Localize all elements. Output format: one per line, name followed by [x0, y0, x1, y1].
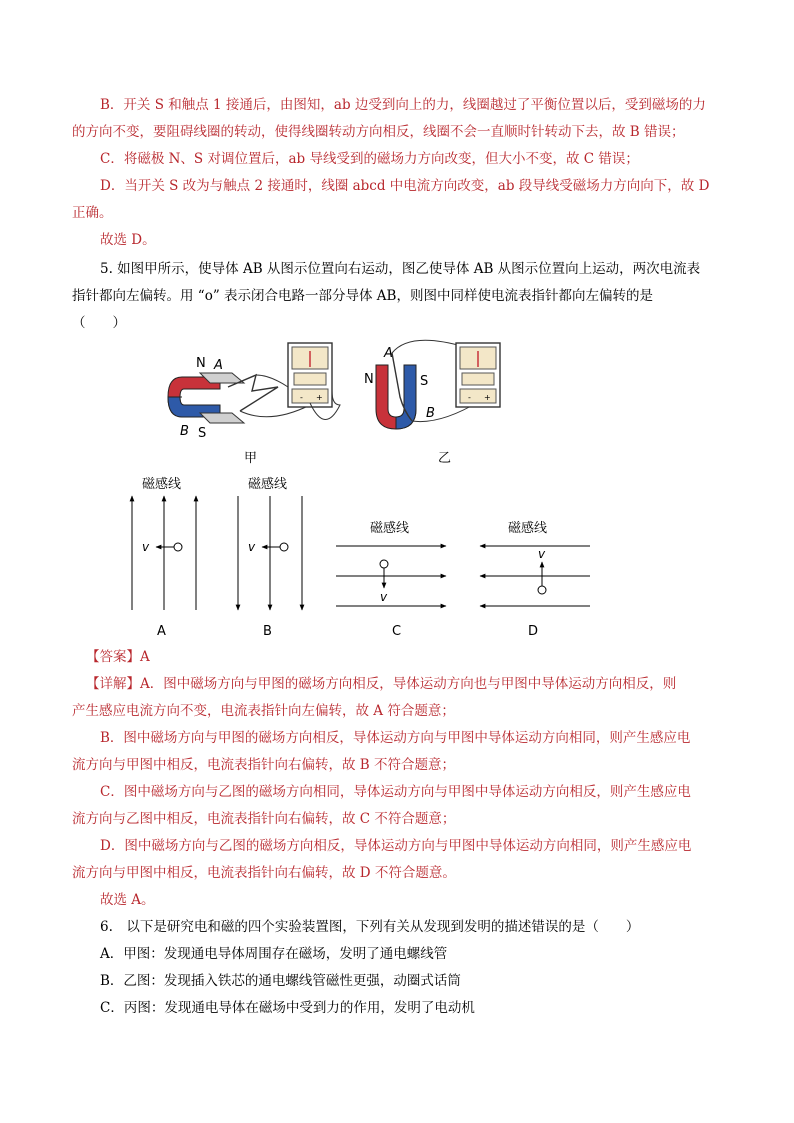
- q5-detail-C-line1: C．图中磁场方向与乙图的磁场方向相同，导体运动方向与甲图中导体运动方向相反，则产生感应电: [100, 784, 691, 800]
- yi-label-A: A: [384, 346, 393, 361]
- ammeter-jia: [288, 343, 332, 407]
- option-D-v: v: [538, 547, 546, 561]
- q5-detail-D-line2: 流方向与甲图中相反，电流表指针向右偏转，故 D 不符合题意。: [72, 865, 456, 881]
- q5-stem-line3: （ ）: [72, 315, 126, 331]
- q5-stem-line2: 指针都向左偏转。用 “o” 表示闭合电路一部分导体 AB，则图中同样使电流表指针都向左偏转的是: [72, 288, 653, 304]
- q5-detail-B-line2: 流方向与甲图中相反，电流表指针向右偏转，故 B 不符合题意；: [72, 757, 456, 773]
- q6-option-B: B．乙图：发现插入铁芯的通电螺线管磁性更强，动圈式话筒: [100, 973, 461, 989]
- prev-solution-C-line: C．将磁极 N、S 对调位置后，ab 导线受到的磁场力方向改变，但大小不变，故 C 错误；: [100, 151, 639, 167]
- magnet-jia: [168, 373, 244, 423]
- option-C-v: v: [380, 590, 388, 604]
- option-A-caption: A: [157, 624, 166, 639]
- jia-label-B: B: [180, 424, 189, 439]
- q6-stem: 6. 以下是研究电和磁的四个实验装置图，下列有关从发现到发明的描述错误的是（ ）: [100, 919, 640, 935]
- yi-label-S: S: [420, 374, 429, 389]
- prev-solution-B-line2: 的方向不变，要阻碍线圈的转动，使得线圈转动方向相反，线圈不会一直顺时针转动下去，故 B 错误；: [72, 124, 685, 140]
- q5-detail-A-line2: 产生感应电流方向不变，电流表指针向左偏转，故 A 符合题意；: [72, 703, 455, 719]
- q6-option-A: A．甲图：发现通电导体周围存在磁场，发明了通电螺线管: [100, 946, 448, 962]
- experiment-figure: [160, 335, 560, 445]
- svg-text:-: -: [300, 393, 303, 402]
- option-C-field-label: 磁感线: [370, 521, 410, 536]
- svg-text:-: -: [468, 393, 471, 402]
- option-B-caption: B: [263, 624, 272, 639]
- option-A-conductor: [174, 543, 182, 551]
- prev-solution-conclusion: 故选 D。: [100, 232, 156, 248]
- detail-tag: 【详解】: [86, 676, 140, 692]
- q6-option-C: C．丙图：发现通电导体在磁场中受到力的作用，发明了电动机: [100, 1000, 475, 1016]
- jia-label-N: N: [196, 356, 206, 371]
- prev-solution-D-line2: 正确。: [72, 205, 113, 221]
- options-figure: [110, 470, 630, 620]
- option-A-field-label: 磁感线: [142, 477, 182, 492]
- option-D-conductor: [538, 586, 546, 594]
- option-A-diagram: [132, 476, 196, 610]
- q5-stem-line1: 5. 如图甲所示，使导体 AB 从图示位置向右运动，图乙使导体 AB 从图示位置向上运动，两次电流表: [100, 261, 701, 277]
- svg-text:+: +: [316, 393, 323, 402]
- q5-answer: [86, 644, 736, 671]
- q5-detail-A-line1: 【详解】A．图中磁场方向与甲图的磁场方向相反，导体运动方向也与甲图中导体运动方向相反，则: [86, 676, 677, 692]
- q5-conclusion: 故选 A。: [100, 892, 155, 908]
- answer-tag: 【答案】: [86, 649, 140, 665]
- prev-solution-D-line1: D．当开关 S 改为与触点 2 接通时，线圈 abcd 中电流方向改变，ab 段导线受磁场力方向向下，故 D: [100, 178, 710, 194]
- q5-detail-C-line2: 流方向与乙图中相反，电流表指针向右偏转，故 C 不符合题意；: [72, 811, 456, 827]
- jia-label-A: A: [214, 358, 223, 373]
- caption-yi: 乙: [438, 451, 452, 466]
- option-B-conductor: [280, 543, 288, 551]
- option-B-diagram: [238, 476, 302, 610]
- option-D-caption: D: [528, 624, 539, 639]
- q5-detail-D-line1: D．图中磁场方向与乙图的磁场方向相反，导体运动方向与甲图中导体运动方向相同，则产生感应电: [100, 838, 692, 854]
- option-D-field-label: 磁感线: [508, 521, 548, 536]
- yi-label-B: B: [426, 406, 435, 421]
- option-C-caption: C: [392, 624, 402, 639]
- option-A-v: v: [142, 540, 150, 554]
- caption-jia: 甲: [244, 451, 258, 466]
- answer-value: A: [140, 649, 150, 665]
- jia-label-S: S: [198, 426, 207, 441]
- yi-label-N: N: [364, 372, 374, 387]
- option-B-v: v: [248, 540, 256, 554]
- option-D-diagram: [480, 520, 590, 606]
- ammeter-yi: [456, 343, 500, 407]
- option-B-field-label: 磁感线: [248, 477, 288, 492]
- svg-text:+: +: [484, 393, 491, 402]
- option-C-diagram: [336, 520, 446, 606]
- option-C-conductor: [380, 560, 388, 568]
- prev-solution-B-line1: B．开关 S 和触点 1 接通后，由图知，ab 边受到向上的力，线圈越过了平衡位置以后，受到磁场的力: [100, 97, 706, 113]
- q5-detail-B-line1: B．图中磁场方向与甲图的磁场方向相反，导体运动方向与甲图中导体运动方向相同，则产生感应电: [100, 730, 691, 746]
